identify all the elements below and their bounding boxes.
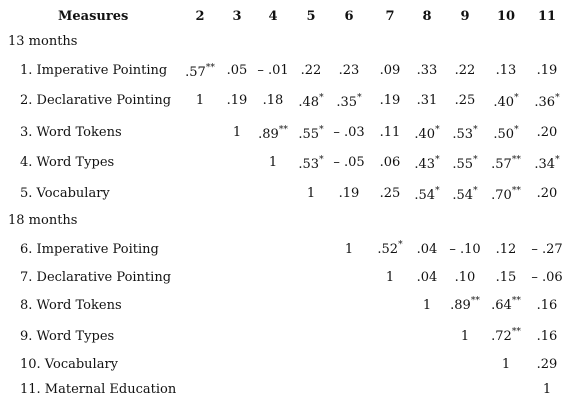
- table-cell: .36*: [534, 92, 560, 110]
- significance-marker: *: [555, 154, 560, 165]
- table-cell: 1: [232, 125, 242, 140]
- significance-marker: *: [473, 124, 478, 135]
- table-cell: .35*: [336, 92, 362, 110]
- row-label: 7. Declarative Pointing: [20, 270, 172, 285]
- significance-marker: **: [511, 154, 521, 165]
- table-cell: – .27: [531, 242, 563, 257]
- table-cell: .64**: [491, 295, 521, 313]
- table-cell: 1: [542, 382, 552, 397]
- significance-marker: *: [435, 185, 440, 196]
- table-cell: .31: [416, 93, 438, 108]
- row-label: 10. Vocabulary: [20, 357, 119, 372]
- table-cell: – .03: [333, 125, 365, 140]
- table-cell: .19: [379, 93, 401, 108]
- table-cell: 1: [422, 298, 432, 313]
- table-cell: .20: [536, 186, 558, 201]
- table-cell: .20: [536, 125, 558, 140]
- significance-marker: **: [205, 62, 215, 73]
- table-cell: .52*: [377, 239, 403, 257]
- significance-marker: *: [473, 154, 478, 165]
- header-col-2: 2: [195, 9, 205, 24]
- table-cell: 1: [268, 155, 278, 170]
- significance-marker: *: [514, 92, 519, 103]
- table-cell: .55*: [298, 124, 324, 142]
- table-cell: .25: [379, 186, 401, 201]
- table-cell: .19: [536, 63, 558, 78]
- row-label: 2. Declarative Pointing: [20, 93, 172, 108]
- table-cell: 1: [344, 242, 354, 257]
- row-label: 6. Imperative Poiting: [20, 242, 159, 257]
- table-cell: 1: [501, 357, 511, 372]
- significance-marker: *: [514, 124, 519, 135]
- table-cell: .19: [226, 93, 248, 108]
- table-cell: .16: [536, 298, 558, 313]
- table-cell: .10: [454, 270, 476, 285]
- row-label: 3. Word Tokens: [20, 125, 122, 140]
- table-cell: .19: [338, 186, 360, 201]
- significance-marker: *: [319, 124, 324, 135]
- header-col-3: 3: [232, 9, 242, 24]
- table-cell: .48*: [298, 92, 324, 110]
- header-col-8: 8: [422, 9, 432, 24]
- significance-marker: *: [435, 124, 440, 135]
- significance-marker: **: [511, 326, 521, 337]
- significance-marker: *: [319, 154, 324, 165]
- section-title: 18 months: [8, 213, 78, 228]
- row-label: 5. Vocabulary: [20, 186, 110, 201]
- significance-marker: *: [319, 92, 324, 103]
- table-cell: .89**: [258, 124, 288, 142]
- significance-marker: *: [357, 92, 362, 103]
- significance-marker: **: [470, 295, 480, 306]
- table-cell: .34*: [534, 154, 560, 172]
- table-cell: 1: [306, 186, 316, 201]
- significance-marker: *: [473, 185, 478, 196]
- header-col-11: 11: [537, 9, 557, 24]
- header-col-6: 6: [344, 9, 354, 24]
- table-cell: .40*: [493, 92, 519, 110]
- table-cell: .54*: [452, 185, 478, 203]
- row-label: 4. Word Types: [20, 155, 115, 170]
- table-cell: .25: [454, 93, 476, 108]
- table-cell: .50*: [493, 124, 519, 142]
- table-cell: .23: [338, 63, 360, 78]
- table-cell: .40*: [414, 124, 440, 142]
- header-col-9: 9: [460, 9, 470, 24]
- table-cell: .33: [416, 63, 438, 78]
- table-cell: .22: [300, 63, 322, 78]
- significance-marker: *: [435, 154, 440, 165]
- table-cell: .89**: [450, 295, 480, 313]
- table-cell: 1: [385, 270, 395, 285]
- table-cell: – .06: [531, 270, 563, 285]
- table-cell: .04: [416, 242, 438, 257]
- table-cell: .13: [495, 63, 517, 78]
- table-cell: .16: [536, 329, 558, 344]
- table-cell: .53*: [452, 124, 478, 142]
- table-cell: .22: [454, 63, 476, 78]
- table-cell: .18: [262, 93, 284, 108]
- table-cell: .09: [379, 63, 401, 78]
- table-cell: 1: [460, 329, 470, 344]
- header-col-4: 4: [268, 9, 278, 24]
- table-cell: .04: [416, 270, 438, 285]
- table-cell: – .05: [333, 155, 365, 170]
- significance-marker: *: [398, 239, 403, 250]
- header-col-7: 7: [385, 9, 395, 24]
- table-cell: .15: [495, 270, 517, 285]
- table-cell: .05: [226, 63, 248, 78]
- significance-marker: *: [555, 92, 560, 103]
- table-cell: .43*: [414, 154, 440, 172]
- row-label: 1. Imperative Pointing: [20, 63, 168, 78]
- table-cell: .11: [379, 125, 401, 140]
- table-cell: .12: [495, 242, 517, 257]
- significance-marker: **: [278, 124, 288, 135]
- table-cell: .06: [379, 155, 401, 170]
- row-label: 8. Word Tokens: [20, 298, 122, 313]
- table-cell: .55*: [452, 154, 478, 172]
- significance-marker: **: [511, 295, 521, 306]
- header-col-5: 5: [306, 9, 316, 24]
- table-cell: .72**: [491, 326, 521, 344]
- table-cell: .57**: [185, 62, 215, 80]
- row-label: 11. Maternal Education: [20, 382, 177, 397]
- header-col-10: 10: [496, 9, 516, 24]
- table-cell: – .10: [449, 242, 481, 257]
- table-cell: 1: [195, 93, 205, 108]
- significance-marker: **: [511, 185, 521, 196]
- row-label: 9. Word Types: [20, 329, 115, 344]
- table-cell: – .01: [257, 63, 289, 78]
- header-measures: Measures: [58, 9, 129, 24]
- table-cell: .54*: [414, 185, 440, 203]
- table-cell: .70**: [491, 185, 521, 203]
- table-cell: .57**: [491, 154, 521, 172]
- table-cell: .29: [536, 357, 558, 372]
- table-cell: .53*: [298, 154, 324, 172]
- section-title: 13 months: [8, 34, 78, 49]
